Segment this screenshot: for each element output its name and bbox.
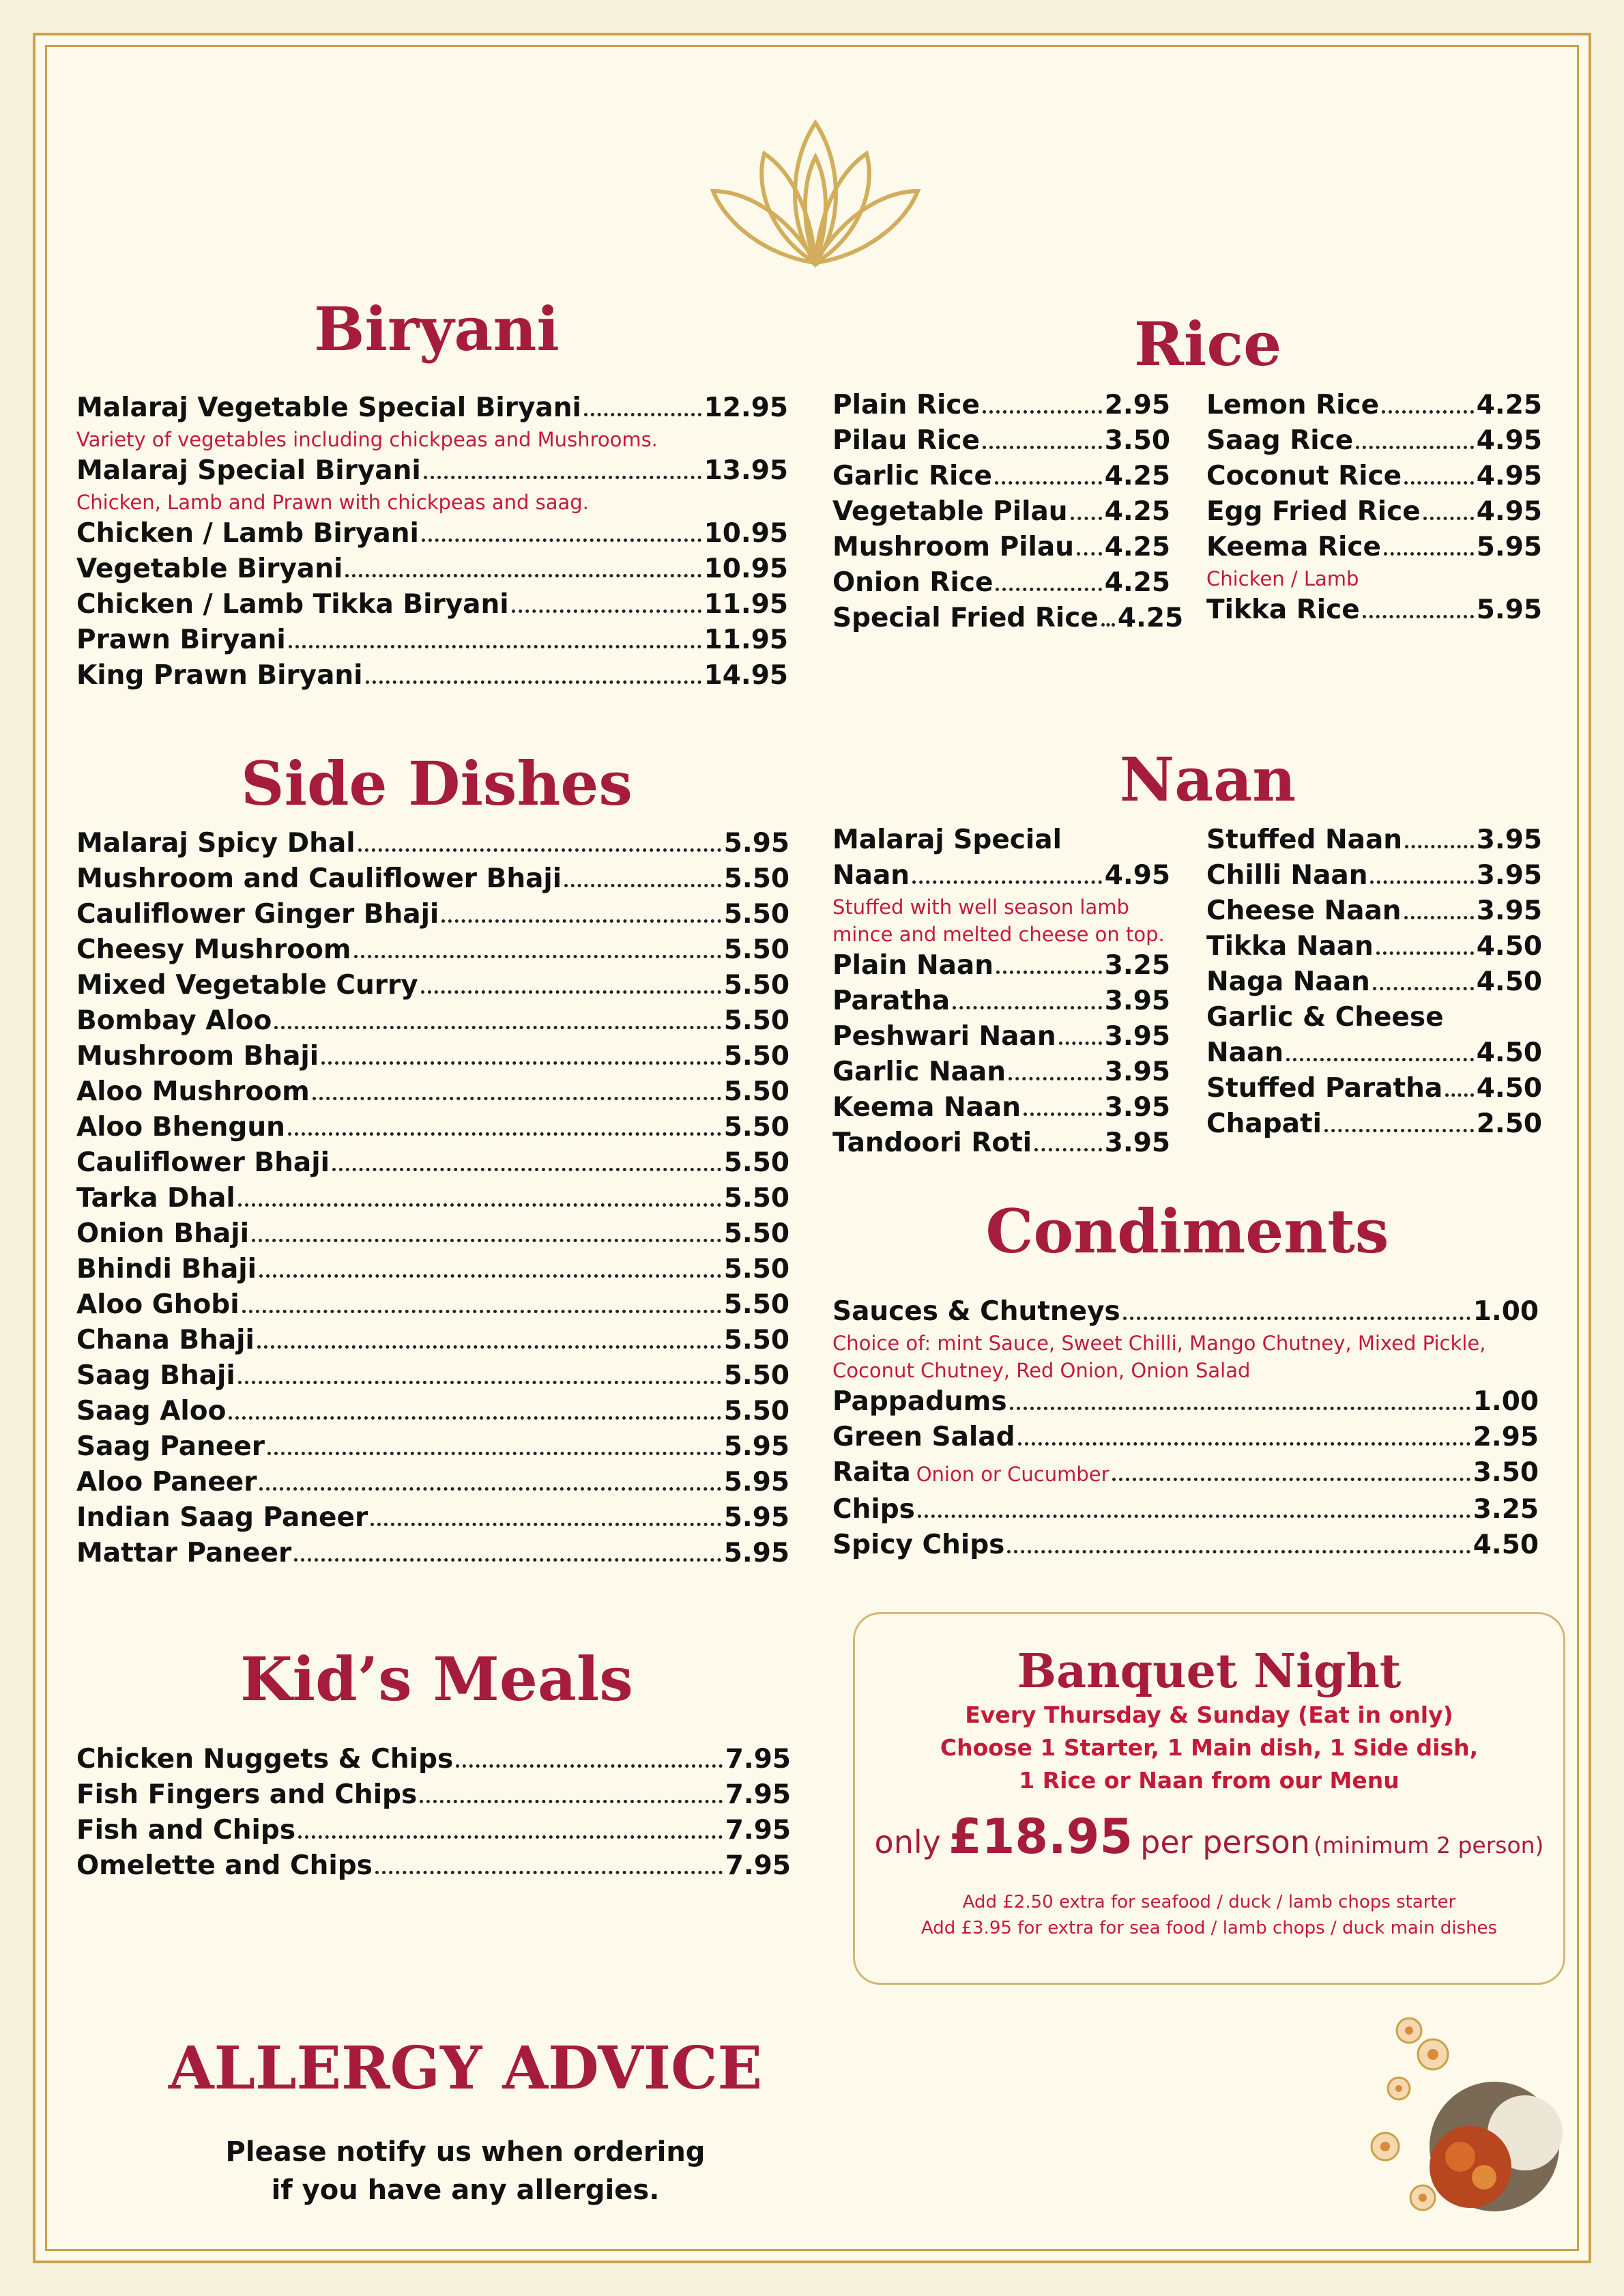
menu-item: Bombay Aloo 5.50	[76, 1005, 789, 1036]
item-note: Coconut Chutney, Red Onion, Onion Salad	[832, 1359, 1251, 1382]
rice-list-right	[1206, 388, 1542, 628]
rice-list-left	[832, 388, 1184, 636]
menu-item: Saag Aloo 5.50	[76, 1396, 789, 1426]
lotus-logo-icon	[699, 116, 931, 273]
menu-item: Special Fried Rice 4.25	[832, 603, 1184, 633]
banquet-days: Every Thursday & Sunday (Eat in only)	[965, 1702, 1453, 1728]
menu-item: Garlic Rice 4.25	[832, 461, 1170, 491]
menu-item: Vegetable Biryani 10.95	[76, 554, 788, 584]
allergy-line-1: Please notify us when ordering	[225, 2136, 706, 2168]
banquet-price-line	[855, 1809, 1563, 1877]
menu-item: Aloo Ghobi 5.50	[76, 1289, 789, 1320]
banquet-price: £18.95	[948, 1809, 1133, 1865]
menu-item: Omelette and Chips 7.95	[76, 1850, 791, 1881]
menu-item: Cheesy Mushroom 5.50	[76, 934, 789, 965]
menu-item: Plain Rice 2.95	[832, 390, 1170, 420]
menu-item: Tikka Rice 5.95	[1206, 594, 1542, 625]
menu-item: Cauliflower Bhaji 5.50	[76, 1147, 789, 1178]
menu-item: Garlic Naan 3.95	[832, 1057, 1170, 1087]
banquet-title: Banquet Night	[1017, 1644, 1402, 1699]
menu-item: Naga Naan 4.50	[1206, 966, 1542, 997]
food-illustration-icon	[1358, 2003, 1576, 2222]
menu-item: Peshwari Naan 3.95	[832, 1021, 1170, 1052]
menu-item: Tikka Naan 4.50	[1206, 931, 1542, 962]
menu-item: Chicken / Lamb Tikka Biryani 11.95	[76, 589, 788, 620]
menu-item: Cauliflower Ginger Bhaji 5.50	[76, 899, 789, 930]
kids-meals-heading: Kid’s Meals	[240, 1644, 633, 1714]
menu-item: Saag Rice 4.95	[1206, 425, 1542, 456]
menu-item: Pappadums 1.00	[832, 1386, 1539, 1417]
menu-item: Plain Naan 3.25	[832, 950, 1170, 981]
menu-item: Malaraj Special Biryani 13.95	[76, 455, 788, 486]
menu-item: Prawn Biryani 11.95	[76, 625, 788, 655]
biryani-list	[76, 390, 788, 693]
banquet-only: only	[874, 1824, 941, 1861]
menu-item: Indian Saag Paneer 5.95	[76, 1502, 789, 1533]
item-note: Chicken, Lamb and Prawn with chickpeas and saag.	[76, 491, 589, 514]
menu-item: Raita Onion or Cucumber 3.50	[832, 1457, 1539, 1488]
kids-meals-list	[76, 1742, 791, 1884]
menu-item: Chicken Nuggets & Chips 7.95	[76, 1744, 791, 1775]
item-note: mince and melted cheese on top.	[832, 923, 1165, 946]
item-note: Chicken / Lamb	[1206, 567, 1359, 590]
allergy-heading: ALLERGY ADVICE	[168, 2034, 763, 2103]
menu-item-name: Malaraj Special	[832, 824, 1062, 855]
menu-item: Aloo Bhengun 5.50	[76, 1112, 789, 1143]
menu-item-name: Garlic & Cheese	[1206, 1002, 1444, 1033]
menu-item: Cheese Naan 3.95	[1206, 895, 1542, 926]
naan-list-left	[832, 822, 1170, 1161]
menu-item: Pilau Rice 3.50	[832, 425, 1170, 456]
menu-item: Keema Rice 5.95	[1206, 532, 1542, 562]
banquet-night-box	[853, 1612, 1565, 1985]
item-note: Onion or Cucumber	[916, 1463, 1110, 1486]
menu-item: Keema Naan 3.95	[832, 1092, 1170, 1123]
condiments-heading: Condiments	[985, 1196, 1389, 1267]
banquet-minimum: (minimum 2 person)	[1313, 1832, 1544, 1859]
menu-item: Chapati 2.50	[1206, 1108, 1542, 1139]
menu-item: Malaraj Vegetable Special Biryani 12.95	[76, 392, 788, 423]
menu-item: Vegetable Pilau 4.25	[832, 496, 1170, 527]
menu-item: Saag Bhaji 5.50	[76, 1360, 789, 1391]
allergy-text	[116, 2133, 815, 2209]
menu-item: Chicken / Lamb Biryani 10.95	[76, 518, 788, 549]
menu-item: Onion Rice 4.25	[832, 567, 1170, 598]
menu-item: Tarka Dhal 5.50	[76, 1183, 789, 1214]
item-note: Variety of vegetables including chickpeas and Mushrooms.	[76, 428, 658, 451]
allergy-line-2: if you have any allergies.	[271, 2175, 660, 2206]
banquet-per-person: per person	[1140, 1824, 1310, 1861]
menu-item: Mattar Paneer 5.95	[76, 1538, 789, 1568]
side-dishes-heading: Side Dishes	[241, 748, 633, 819]
menu-item: Naan 4.50	[1206, 1037, 1542, 1068]
menu-item: Stuffed Paratha 4.50	[1206, 1073, 1542, 1104]
banquet-choice-2: 1 Rice or Naan from our Menu	[1019, 1767, 1400, 1794]
menu-item: Mushroom Bhaji 5.50	[76, 1041, 789, 1072]
menu-item: Mixed Vegetable Curry 5.50	[76, 970, 789, 1001]
menu-item: King Prawn Biryani 14.95	[76, 660, 788, 691]
menu-item: Naan 4.95	[832, 860, 1170, 891]
menu-item: Tandoori Roti 3.95	[832, 1128, 1170, 1158]
biryani-heading: Biryani	[314, 293, 560, 364]
menu-item: Egg Fried Rice 4.95	[1206, 496, 1542, 527]
menu-item: Aloo Mushroom 5.50	[76, 1076, 789, 1107]
rice-heading: Rice	[1133, 308, 1282, 379]
banquet-choice: Choose 1 Starter, 1 Main dish, 1 Side dish,	[940, 1734, 1479, 1761]
menu-item: Bhindi Bhaji 5.50	[76, 1254, 789, 1285]
menu-item: Coconut Rice 4.95	[1206, 461, 1542, 491]
menu-item: Chips 3.25	[832, 1494, 1539, 1525]
naan-list-right	[1206, 822, 1542, 1142]
menu-item: Aloo Paneer 5.95	[76, 1467, 789, 1497]
item-note: Stuffed with well season lamb	[832, 895, 1129, 919]
menu-item: Malaraj Spicy Dhal 5.95	[76, 828, 789, 859]
side-dishes-list	[76, 826, 789, 1571]
menu-item: Sauces & Chutneys 1.00	[832, 1296, 1539, 1327]
banquet-extra-starter: Add £2.50 extra for seafood / duck / lamb chops starter	[962, 1892, 1456, 1912]
menu-item: Onion Bhaji 5.50	[76, 1218, 789, 1249]
menu-item-name: Raita	[832, 1457, 911, 1488]
menu-item: Mushroom Pilau 4.25	[832, 532, 1170, 562]
menu-item: Saag Paneer 5.95	[76, 1431, 789, 1462]
condiments-list	[832, 1294, 1539, 1563]
menu-item: Chilli Naan 3.95	[1206, 860, 1542, 891]
banquet-extra-main: Add £3.95 for extra for sea food / lamb chops / duck main dishes	[920, 1918, 1498, 1938]
menu-item: Paratha 3.95	[832, 986, 1170, 1016]
menu-item: Spicy Chips 4.50	[832, 1530, 1539, 1560]
menu-item: Fish and Chips 7.95	[76, 1815, 791, 1846]
menu-item: Green Salad 2.95	[832, 1422, 1539, 1452]
menu-item: Lemon Rice 4.25	[1206, 390, 1542, 420]
naan-heading: Naan	[1119, 744, 1296, 815]
menu-item: Mushroom and Cauliflower Bhaji 5.50	[76, 863, 789, 894]
menu-item: Fish Fingers and Chips 7.95	[76, 1779, 791, 1810]
item-note: Choice of: mint Sauce, Sweet Chilli, Mango Chutney, Mixed Pickle,	[832, 1332, 1486, 1355]
menu-item: Stuffed Naan 3.95	[1206, 824, 1542, 855]
menu-item: Chana Bhaji 5.50	[76, 1325, 789, 1355]
